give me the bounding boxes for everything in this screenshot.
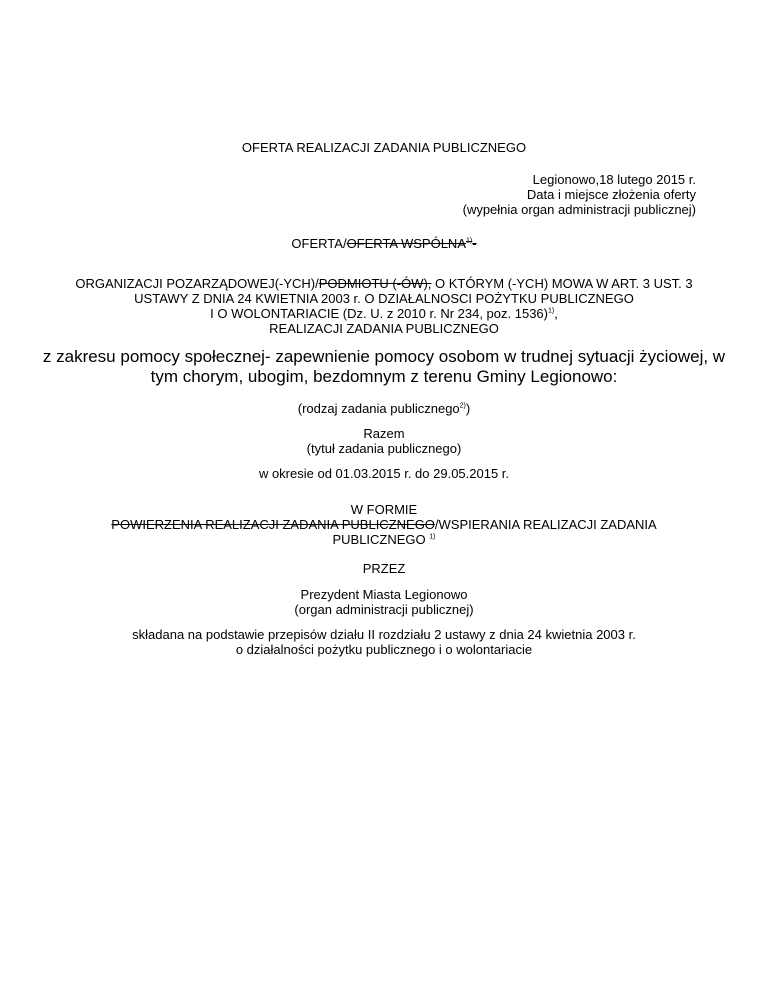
task-title-label: (tytuł zadania publicznego) bbox=[306, 441, 462, 456]
offer-type-footnote: 1) bbox=[466, 237, 473, 245]
form-line3-text: PUBLICZNEGO bbox=[332, 532, 426, 547]
task-type-label bbox=[0, 401, 768, 416]
basis-line-2: o działalności pożytku publicznego i o wolontariacie bbox=[235, 642, 533, 657]
task-title: Razem bbox=[363, 426, 405, 441]
org-line3-text: I O WOLONTARIACIE (Dz. U. z 2010 r. Nr 234, poz. 1536) bbox=[210, 306, 548, 321]
place-date-note: (wypełnia organ administracji publicznej) bbox=[462, 202, 696, 217]
scope-line-2: tym chorym, ubogim, bezdomnym z terenu Gminy Legionowo: bbox=[150, 367, 618, 386]
org-block-line-1 bbox=[0, 276, 768, 291]
org-line1-struck: PODMIOTU (-ÓW), bbox=[318, 276, 432, 291]
offer-type bbox=[0, 236, 768, 251]
period: w okresie od 01.03.2015 r. do 29.05.2015 r. bbox=[258, 466, 510, 481]
task-type-close: ) bbox=[465, 401, 471, 416]
form-heading: W FORMIE bbox=[350, 502, 418, 517]
org-line3-after: , bbox=[554, 306, 558, 321]
form-line-2 bbox=[0, 517, 768, 532]
place-date-label: Data i miejsce złożenia oferty bbox=[526, 187, 696, 202]
offer-type-after: - bbox=[472, 236, 477, 251]
authority-label: (organ administracji publicznej) bbox=[294, 602, 474, 617]
task-type-footnote: 2) bbox=[459, 402, 466, 410]
form-plain: /WSPIERANIA REALIZACJI ZADANIA bbox=[434, 517, 657, 532]
place-date: Legionowo,18 lutego 2015 r. bbox=[532, 172, 696, 187]
form-struck: POWIERZENIA REALIZACJI ZADANIA PUBLICZNEGO bbox=[111, 517, 435, 532]
document-title: OFERTA REALIZACJI ZADANIA PUBLICZNEGO bbox=[241, 140, 527, 155]
org-line1-a: ORGANIZACJI POZARZĄDOWEJ(-YCH)/ bbox=[75, 276, 319, 291]
form-line-3 bbox=[0, 532, 768, 547]
task-type-text: (rodzaj zadania publicznego bbox=[297, 401, 460, 416]
org-line1-b: O KTÓRYM (-YCH) MOWA W ART. 3 UST. 3 bbox=[431, 276, 693, 291]
basis-line-1: składana na podstawie przepisów działu II rozdziału 2 ustawy z dnia 24 kwietnia 2003 r. bbox=[132, 627, 636, 642]
by-label: PRZEZ bbox=[362, 561, 406, 576]
offer-type-struck: OFERTA WSPÓLNA bbox=[346, 236, 466, 251]
offer-type-plain: OFERTA/ bbox=[291, 236, 347, 251]
org-block-line-3 bbox=[0, 306, 768, 321]
form-line3-footnote: 1) bbox=[429, 533, 436, 541]
org-block-line-4: REALIZACJI ZADANIA PUBLICZNEGO bbox=[269, 321, 499, 336]
org-block-line-2: USTAWY Z DNIA 24 KWIETNIA 2003 r. O DZIAŁALNOSCI POŻYTKU PUBLICZNEGO bbox=[134, 291, 634, 306]
org-line3-footnote: 1) bbox=[548, 307, 555, 315]
scope-line-1: z zakresu pomocy społecznej- zapewnienie pomocy osobom w trudnej sytuacji życiowej, w bbox=[42, 347, 726, 366]
authority: Prezydent Miasta Legionowo bbox=[300, 587, 468, 602]
